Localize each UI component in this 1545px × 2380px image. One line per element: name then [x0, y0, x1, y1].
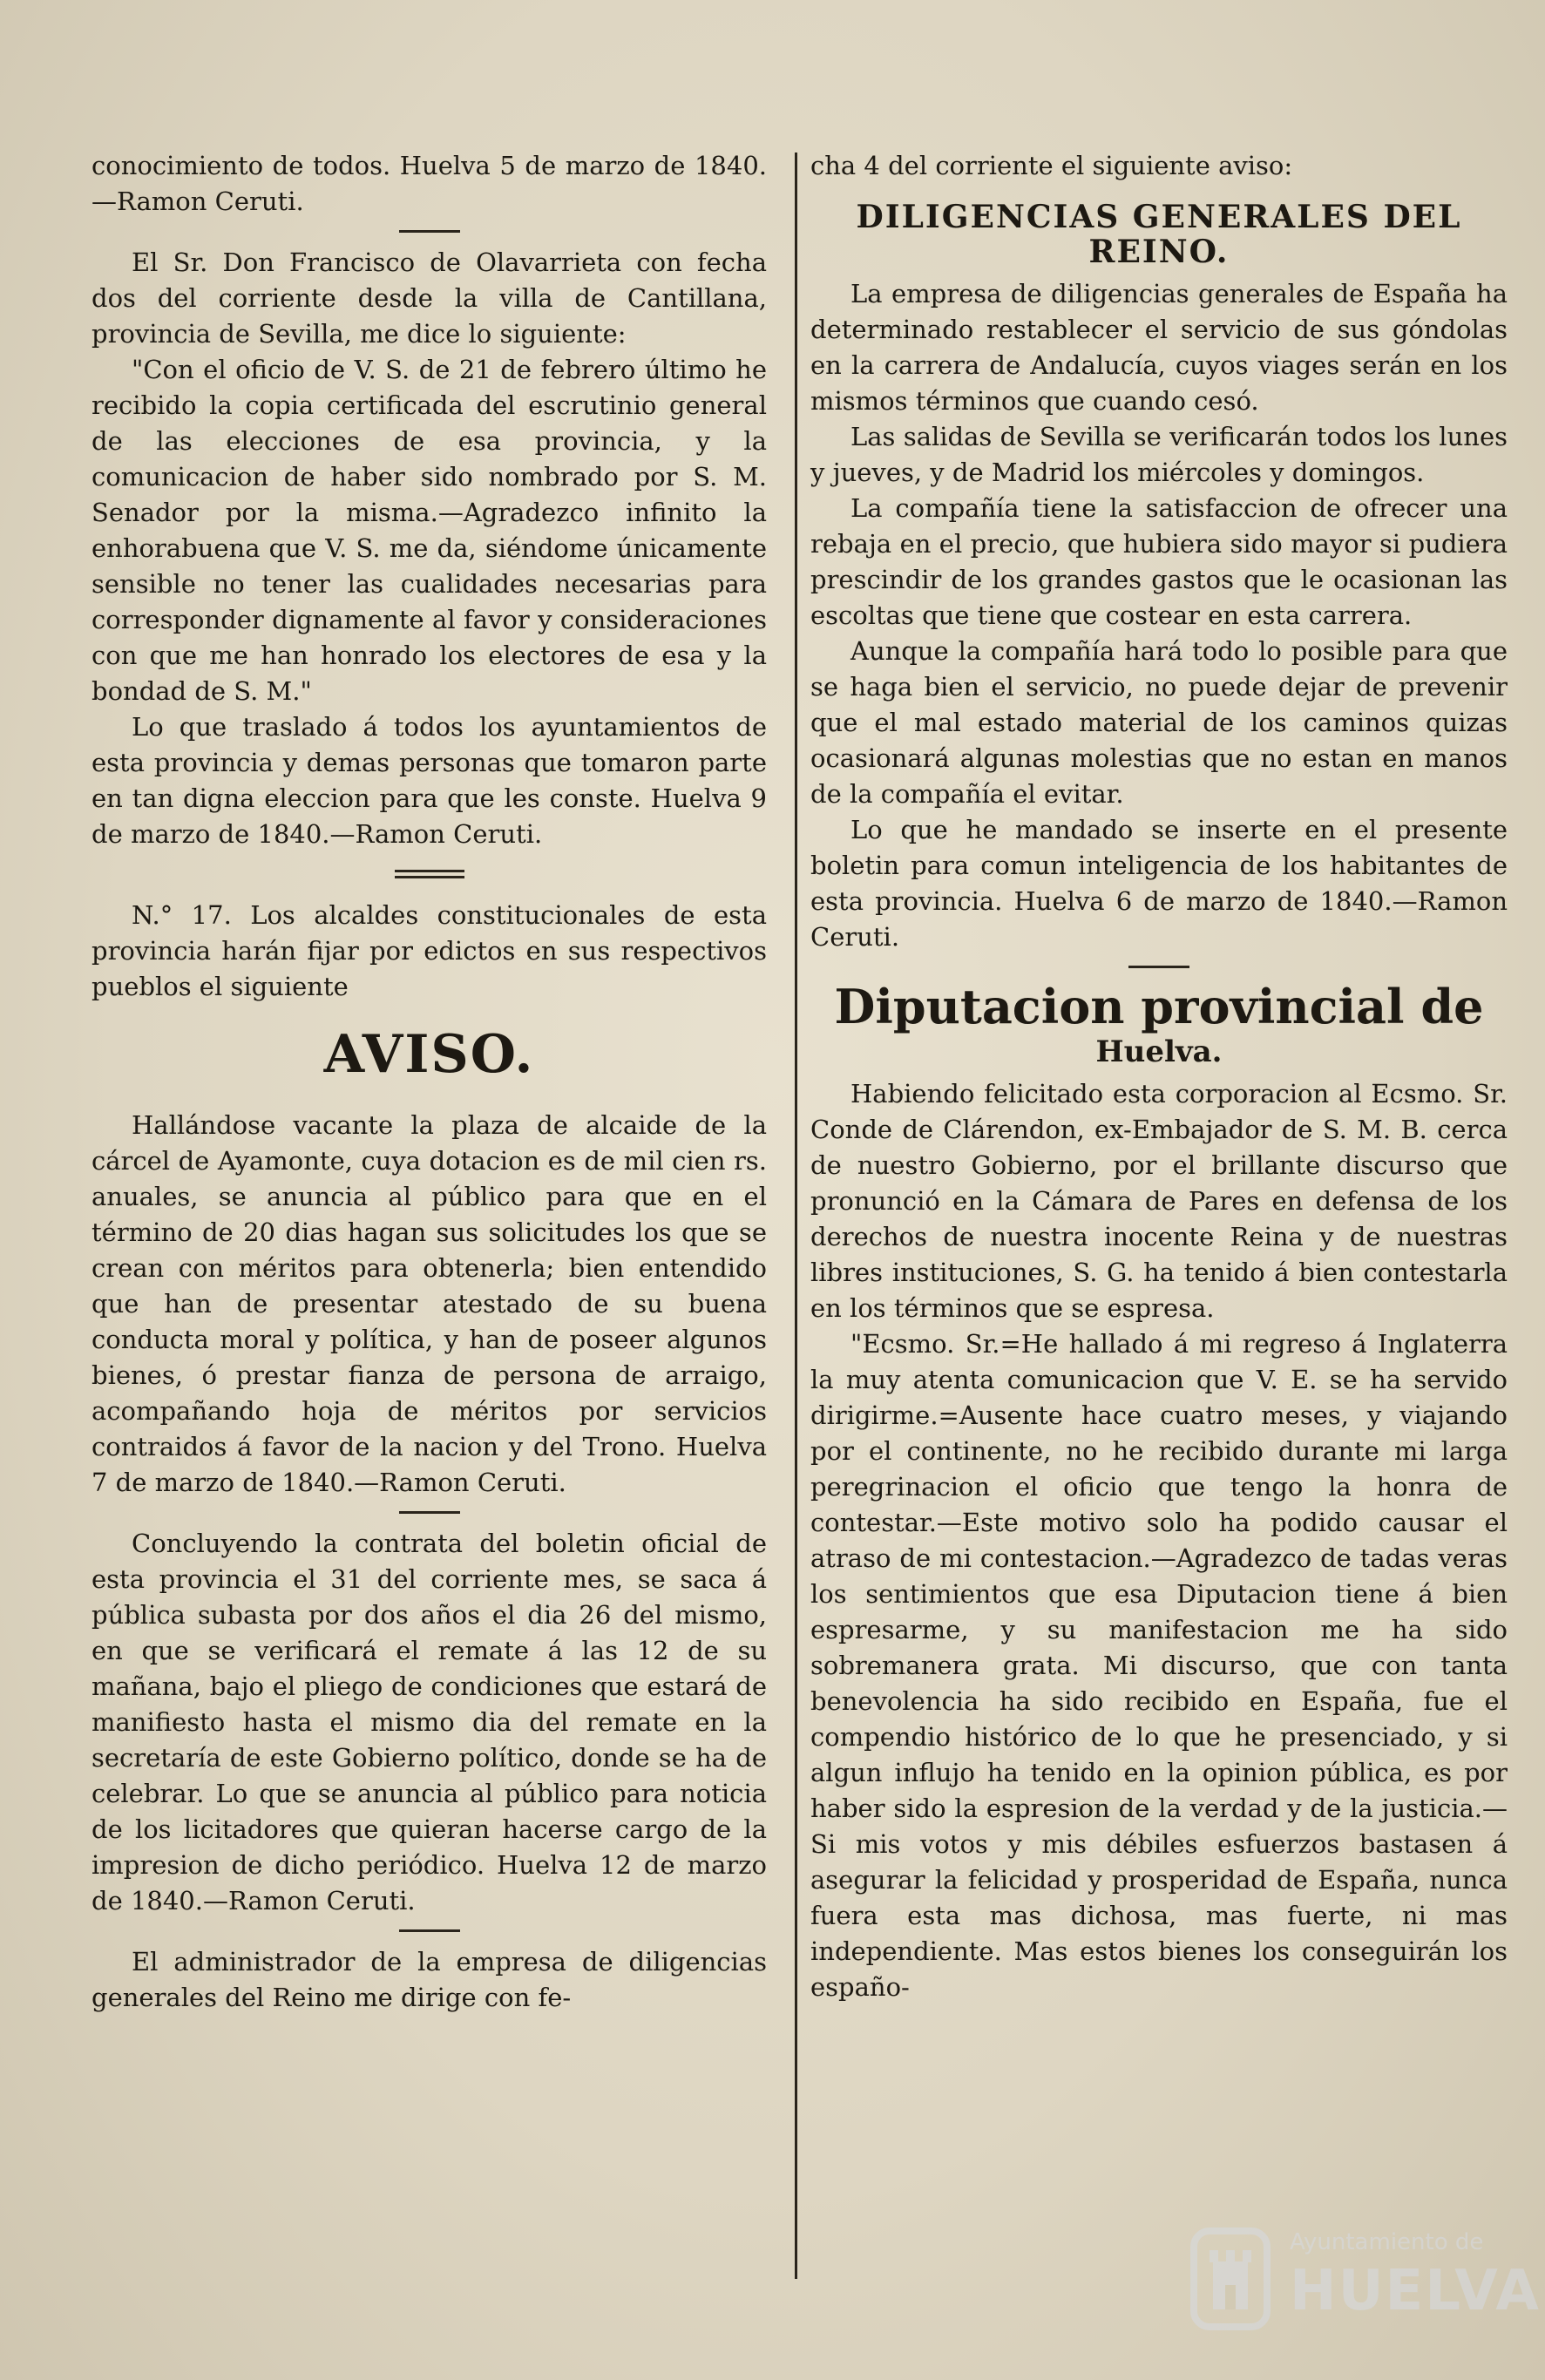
short-rule [399, 1929, 460, 1932]
left-paragraph-2: El Sr. Don Francisco de Olavarrieta con fecha dos del corriente desde la villa de Cantillana, provincia de Sevilla, me dice lo siguiente: [91, 247, 767, 349]
left-column [91, 148, 767, 2016]
short-rule [1128, 966, 1189, 968]
watermark-line-1: Ayuntamiento de [1290, 2229, 1484, 2255]
right-paragraph-2: La empresa de diligencias generales de España ha determinado restablecer el servicio de sus góndolas en la carrera de Andalucía, cuyos viages serán en los mismos términos que cuando cesó. [810, 279, 1508, 416]
left-paragraph-8: El administrador de la empresa de diligencias generales del Reino me dirige con fe- [91, 1947, 767, 2012]
watermark-line-2: HUELVA [1290, 2259, 1541, 2323]
right-paragraph-7: Habiendo felicitado esta corporacion al Ecsmo. Sr. Conde de Clárendon, ex-Embajador de S. M. B. cerca de nuestro Gobierno, por el brillante discurso que pronunció en la Cámara de Pares en defensa de los derechos de nuestra inocente Reina y de nuestras libres instituciones, S. G. ha tenido á bien contestarla en los términos que se espresa. [810, 1079, 1508, 1323]
left-paragraph-7: Concluyendo la contrata del boletin oficial de esta provincia el 31 del corriente mes, se saca á pública subasta por dos años el dia 26 del mismo, en que se verificará el remate á las 12 de su mañana, bajo el pliego de condiciones que estará de manifiesto hasta el mismo dia del remate en la secretaría de este Gobierno político, donde se ha de celebrar. Lo que se anuncia al público para noticia de los licitadores que quieran hacerse cargo de la impresion de dicho periódico. Huelva 12 de marzo de 1840.—Ramon Ceruti. [91, 1529, 767, 1916]
short-rule [399, 230, 460, 233]
aviso-heading: AVISO. [323, 1024, 535, 1085]
right-paragraph-6: Lo que he mandado se inserte en el presente boletin para comun inteligencia de los habitantes de esta provincia. Huelva 6 de marzo de 1840.—Ramon Ceruti. [810, 815, 1508, 952]
right-paragraph-3: Las salidas de Sevilla se verificarán todos los lunes y jueves, y de Madrid los miércoles y domingos. [810, 422, 1508, 487]
short-rule [399, 1511, 460, 1514]
left-paragraph-4: Lo que traslado á todos los ayuntamientos de esta provincia y demas personas que tomaron parte en tan digna eleccion para que les conste. Huelva 9 de marzo de 1840.—Ramon Ceruti. [91, 712, 767, 849]
right-column [810, 148, 1508, 2005]
column-divider [795, 153, 797, 2279]
diputacion-subheading: Huelva. [1095, 1034, 1223, 1069]
left-paragraph-6: Hallándose vacante la plaza de alcaide de la cárcel de Ayamonte, cuya dotacion es de mil cien rs. anuales, se anuncia al público para que en el término de 20 dias hagan sus solicitudes los que se crean con méritos para obtenerla; bien entendido que han de presentar atestado de su buena conducta moral y política, y han de poseer algunos bienes, ó prestar fianza de persona de arraigo, acompañando hoja de méritos por servicios contraidos á favor de la nacion y del Trono. Huelva 7 de marzo de 1840.—Ramon Ceruti. [91, 1110, 767, 1497]
diputacion-heading: Diputacion provincial de [834, 979, 1484, 1034]
castle-icon [1187, 2214, 1274, 2336]
right-paragraph-4: La compañía tiene la satisfaccion de ofrecer una rebaja en el precio, que hubiera sido mayor si pudiera prescindir de los grandes gastos que le ocasionan las escoltas que tiene que costear en esta carrera. [810, 493, 1508, 630]
right-paragraph-1: cha 4 del corriente el siguiente aviso: [810, 151, 1293, 180]
double-rule [395, 870, 464, 878]
watermark-logo [1187, 2214, 1541, 2344]
left-paragraph-1: conocimiento de todos. Huelva 5 de marzo de 1840.—Ramon Ceruti. [91, 151, 767, 216]
right-paragraph-5: Aunque la compañía hará todo lo posible para que se haga bien el servicio, no puede dejar de prevenir que el mal estado material de los caminos quizas ocasionará algunas molestias que no estan en manos de la compañía el evitar. [810, 636, 1508, 809]
diligencias-heading: DILIGENCIAS GENERALES DEL REINO. [856, 199, 1462, 270]
left-paragraph-3: "Con el oficio de V. S. de 21 de febrero último he recibido la copia certificada del escrutinio general de las elecciones de esa provincia, y la comunicacion de haber sido nombrado por S. M. Senador por la misma.—Agradezco infinito la enhorabuena que V. S. me da, siéndome únicamente sensible no tener las cualidades necesarias para corresponder dignamente al favor y consideraciones con que me han honrado los electores de esa y la bondad de S. M." [91, 355, 767, 706]
left-paragraph-5: N.° 17. Los alcaldes constitucionales de esta provincia harán fijar por edictos en sus respectivos pueblos el siguiente [91, 900, 767, 1001]
right-paragraph-8: "Ecsmo. Sr.=He hallado á mi regreso á Inglaterra la muy atenta comunicacion que V. E. se ha servido dirigirme.=Ausente hace cuatro meses, y viajando por el continente, no he recibido durante mi larga peregrinacion el oficio que tengo la honra de contestar.—Este motivo solo ha podido causar el atraso de mi contestacion.—Agradezco de tadas veras los sentimientos que esa Diputacion tiene á bien espresarme, y su manifestacion me ha sido sobremanera grata. Mi discurso, que con tanta benevolencia ha sido recibido en España, fue el compendio histórico de lo que he presenciado, y si algun influjo ha tenido en la opinion pública, es por haber sido la espresion de la verdad y de la justicia.—Si mis votos y mis débiles esfuerzos bastasen á asegurar la felicidad y prosperidad de España, nunca fuera esta mas dichosa, mas fuerte, ni mas independiente. Mas estos bienes los conseguirán los españo- [810, 1329, 1508, 2002]
